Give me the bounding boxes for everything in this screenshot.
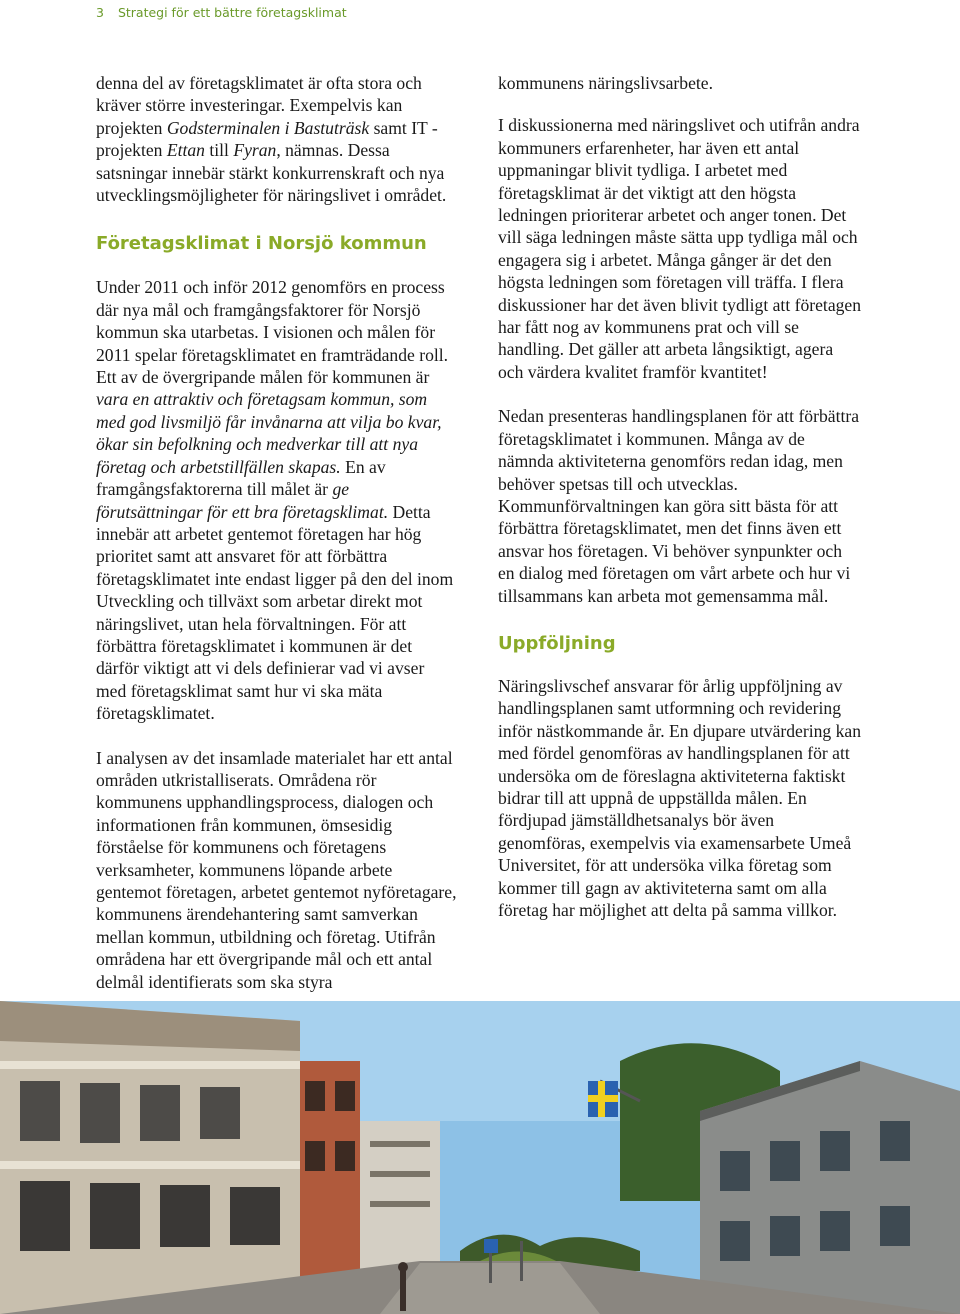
section-heading-foretagsklimat: Företagsklimat i Norsjö kommun: [96, 233, 427, 255]
text-run: En av framgångsfaktorerna till målet är: [96, 456, 386, 500]
text-run: Näringslivschef ansvarar för årlig uppföljning av handlingsplanen samt utformning och revidering inför nästkommande år. En djupare utvärdering kan med fördel genomföras av handlingsplanen för att undersöka om de föreslagna aktiviteterna faktiskt bidrar till att uppnå de uppställda målen. En fördjupad jämställdhetsanalys bör även genomföras, exempelvis via examensarbete Umeå Universitet, för att undersöka vilka företag som kommer till gagn av aktiviteterna samt om alla företag har möjlighet att delta på samma villkor.: [498, 675, 861, 920]
street-photo: [0, 1001, 960, 1314]
text-run: I diskussionerna med näringslivet och utifrån andra kommuners erfarenheter, har även ett antal uppmaningar blivit tydliga. I arbetet med företagsklimat är det viktigt att den högsta ledningen prioriterar arbetet och anger tonen. Det vill säga ledningen måste sätta upp tydliga mål och engagera sig i arbetet. Många gånger är det den högsta ledningen som företagen vill träffa. I flera diskussioner har det även blivit tydligt att företagen har fått nog av kommunens prat och vill se handling. Det gäller att arbeta långsiktigt, agera och värdera kvalitet framför kvantitet!: [498, 115, 862, 382]
emphasis-text: ge förutsättningar för ett bra företagsklimat.: [96, 479, 389, 522]
emphasis-text: Ettan: [166, 140, 205, 161]
paragraph: [498, 405, 862, 607]
text-run: I analysen av det insamlade materialet har ett antal områden utkristalliserats. Områdena rör kommunens upphandlingsprocess, dialogen och informationen från kommunen, ömsesidig förståelse för kommunens och företagens verksamheter, kommunens löpande arbete gentemot företagen, arbetet gentemot nyföretagare, kommunens ärendehantering samt samverkan mellan kommun, utbildning och företag. Utifrån områdena har ett övergripande mål och ett antal delmål identifierats som ska styra: [96, 747, 457, 992]
paragraph: [498, 675, 862, 921]
text-run: samt IT -projekten: [96, 117, 438, 161]
paragraph: [96, 72, 458, 206]
emphasis-text: Fyran: [233, 140, 277, 161]
running-header: [96, 2, 347, 22]
emphasis-text: vara en attraktiv och företagsam kommun, som med god livsmiljö får invånarna att vilja bo kvar, ökar sin befolkning och medverkar till att nya företag och arbetstillfällen skapas.: [96, 389, 442, 477]
header-title: Strategi för ett bättre företagsklimat: [117, 4, 347, 20]
text-run: Detta innebär att arbetet gentemot företagen har hög prioritet samt att ansvaret för att förbättra företagsklimatet inte endast ligger på den del inom Utveckling och tillväxt som arbetar direkt mot näringslivet, utan hela förvaltningen. För att förbättra företagsklimatet i kommunen är det därför viktigt att vi dels definierar vad vi avser med företagsklimat samt hur vi ska mäta företagsklimatet.: [96, 501, 454, 724]
text-run: till: [204, 140, 234, 161]
text-run: Nedan presenteras handlingsplanen för att förbättra företagsklimatet i kommunen. Många av de nämnda aktiviteterna genomförs redan idag, men behöver spetsas till och utvecklas. Kommunförvaltningen kan göra sitt bästa för att förbättra företagsklimatet, men det finns även ett ansvar hos företagen. Vi behöver synpunkter och en dialog med företagen om vårt arbete och hur vi tillsammans kan arbeta mot gemensamma mål.: [498, 406, 860, 606]
section-heading-uppfoljning: Uppföljning: [498, 632, 616, 654]
text-run: , nämnas. Dessa satsningar innebär stärkt konkurrenskraft och nya utvecklingsmöjligheter för näringslivet i området.: [96, 140, 447, 206]
paragraph: [498, 114, 862, 383]
text-run: Under 2011 och inför 2012 genomförs en process där nya mål och framgångsfaktorer för Norsjö kommun ska utarbetas. I visionen och målen för 2011 spelar företagsklimatet en framträdande roll. Ett av de övergripande målen för kommunen är: [96, 277, 449, 388]
text-run: denna del av företagsklimatet är ofta stora och kräver större investeringar. Exempelvis kan projekten: [96, 73, 422, 138]
right-column: [498, 72, 862, 921]
paragraph: [498, 72, 862, 94]
emphasis-text: Godsterminalen i Bastuträsk: [166, 117, 370, 138]
text-run: kommunens näringslivsarbete.: [498, 73, 713, 93]
left-column: [96, 72, 458, 993]
street-photo-icon: [0, 1001, 960, 1314]
page-number: 3: [96, 4, 104, 20]
paragraph: [96, 747, 458, 993]
paragraph: [96, 276, 458, 724]
